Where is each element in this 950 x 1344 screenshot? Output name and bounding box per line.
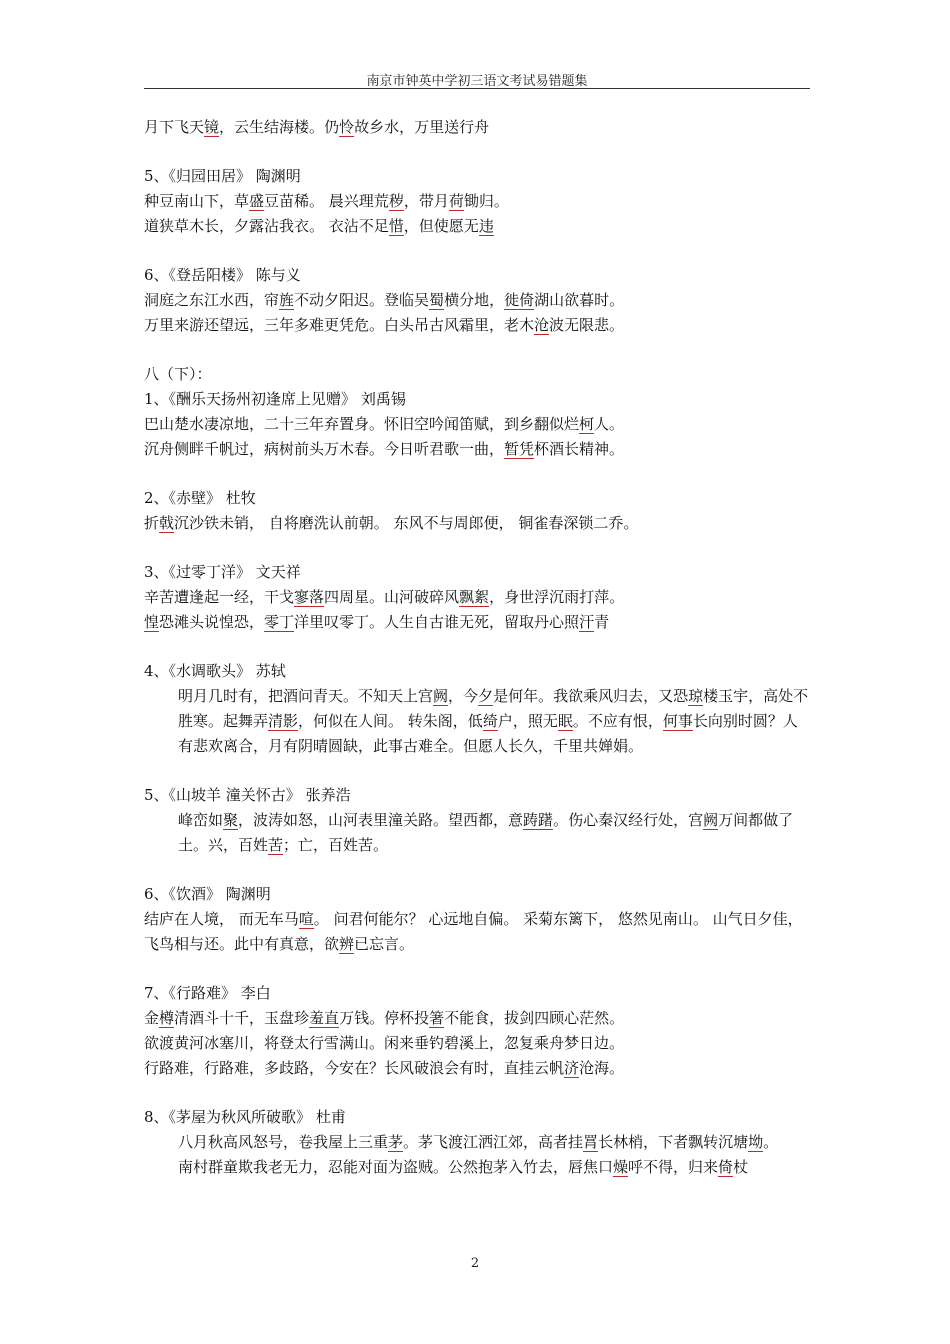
error-underline-text: 琼 — [688, 687, 704, 705]
line-text: 巴山楚水凄凉地，二十三年弃置身。怀旧空吟闻笛赋，到乡翻似烂 — [144, 415, 580, 433]
error-underline-text: 聚 — [223, 811, 239, 829]
poem-heading — [144, 659, 810, 684]
line-text: 5、《山坡羊 潼关怀古》 张养浩 — [144, 786, 351, 804]
line-text: 峰峦如 — [178, 811, 224, 829]
line-text: 3、《过零丁洋》 文天祥 — [144, 563, 301, 581]
error-underline-text: 盛 — [249, 192, 265, 210]
line-text: 呼不得，归来 — [628, 1158, 719, 1176]
error-underline-text: 茅 — [388, 1133, 404, 1151]
error-underline-text: 旌 — [279, 291, 295, 309]
poem-paragraph — [144, 808, 810, 858]
line-text: 。 问君何能尔？ 心远地自偏。 采菊东篱下， 悠然见南山。 山气日夕佳， 飞鸟相与还。此中有真意，欲 — [144, 910, 803, 953]
line-text: 月下飞天 — [144, 118, 205, 136]
error-underline-text: 汗 — [579, 613, 595, 631]
line-text: 楼玉宇，高处不胜寒。起舞弄 — [178, 687, 809, 730]
paragraph-gap — [144, 462, 810, 486]
line-text: ，波涛如怒，山河表里潼关路。望西都，意 — [238, 811, 524, 829]
line-text: 不动夕阳迟。登临吴 — [294, 291, 430, 309]
line-text: 洋里叹零丁。人生自古谁无死，留取丹心照 — [294, 613, 580, 631]
poem-heading — [144, 1105, 810, 1130]
poem-heading — [144, 981, 810, 1006]
line-text: 行路难，行路难，多歧路，今安在？长风破浪会有时，直挂云帆 — [144, 1059, 565, 1077]
line-text: 8、《茅屋为秋风所破歌》 杜甫 — [144, 1108, 346, 1126]
line-text: 八月秋高风怒号，卷我屋上三重 — [178, 1133, 389, 1151]
poem-line — [144, 288, 810, 313]
line-text: 青 — [594, 613, 610, 631]
error-underline-text: 绮 — [482, 712, 498, 730]
error-underline-text: 何事 — [662, 712, 693, 730]
section-heading — [144, 362, 810, 387]
line-text: 沧海。 — [579, 1059, 625, 1077]
line-text: ，今 — [448, 687, 479, 705]
line-text: 长向别时圆？人有悲欢离合，月有阴晴圆缺，此事古难全。但愿人长久，千里共婵娟。 — [178, 712, 798, 755]
line-text: 2、《赤壁》 杜牧 — [144, 489, 256, 507]
paragraph-gap — [144, 140, 810, 164]
poem-line — [144, 437, 810, 462]
paragraph-gap — [144, 635, 810, 659]
line-text: 四周星。山河破碎风 — [324, 588, 460, 606]
poem-line — [144, 1031, 810, 1056]
poem-line — [144, 412, 810, 437]
line-text: ，身世浮沉雨打萍。 — [489, 588, 625, 606]
error-underline-text: 燥 — [613, 1158, 629, 1176]
poem-heading — [144, 882, 810, 907]
error-underline-text: 暂凭 — [504, 440, 535, 458]
poem-paragraph — [144, 684, 810, 759]
poem-line — [144, 313, 810, 338]
line-text: 沉舟侧畔千帆过，病树前头万木春。今日听君歌一曲， — [144, 440, 505, 458]
line-text: 锄归。 — [463, 192, 509, 210]
poem-line — [144, 214, 810, 239]
line-text: 6、《饮酒》 陶渊明 — [144, 885, 271, 903]
error-underline-text: 阙 — [703, 811, 719, 829]
poem-wrap — [144, 907, 810, 957]
error-underline-text: 坳 — [748, 1133, 764, 1151]
error-underline-text: 羞直 — [309, 1009, 340, 1027]
error-underline-text: 违 — [478, 217, 494, 235]
line-text: 沉沙铁未销， 自将磨洗认前朝。 东风不与周郎便， 铜雀春深锁二乔。 — [174, 514, 639, 532]
line-text: ，云生结海楼。仍 — [219, 118, 340, 136]
line-text: 种豆南山下，草 — [144, 192, 250, 210]
error-underline-text: 荷 — [448, 192, 464, 210]
line-text: 八（下）： — [144, 365, 212, 383]
line-text: ；亡，百姓苦。 — [283, 836, 389, 854]
error-underline-text: 夕 — [478, 687, 494, 705]
error-underline-text: 济 — [564, 1059, 580, 1077]
line-text: 。不应有恨， — [572, 712, 663, 730]
line-text: 。 — [763, 1133, 779, 1151]
poem-heading — [144, 387, 810, 412]
line-text: 杖 — [733, 1158, 749, 1176]
poem-line — [144, 1056, 810, 1081]
error-underline-text: 踌躇 — [523, 811, 554, 829]
error-underline-text: 苦 — [268, 836, 284, 854]
poem-line — [144, 610, 810, 635]
poem-heading — [144, 783, 810, 808]
error-underline-text: 罥 — [583, 1133, 599, 1151]
error-underline-text: 喧 — [298, 910, 314, 928]
error-underline-text: 沧 — [534, 316, 550, 334]
error-underline-text: 清影 — [268, 712, 299, 730]
header-divider — [144, 88, 810, 89]
error-underline-text: 蜀 — [429, 291, 445, 309]
error-underline-text: 箸 — [429, 1009, 445, 1027]
error-underline-text: 樽 — [159, 1009, 175, 1027]
line-text: 豆苗稀。 晨兴理荒 — [264, 192, 389, 210]
poem-heading — [144, 263, 810, 288]
error-underline-text: 戟 — [159, 514, 175, 532]
line-text: 折 — [144, 514, 160, 532]
error-underline-text: 怜 — [339, 118, 355, 136]
line-text: 洞庭之东江水西，帘 — [144, 291, 280, 309]
line-text: 恐滩头说惶恐， — [159, 613, 265, 631]
paragraph-gap — [144, 338, 810, 362]
line-text: 人。 — [594, 415, 625, 433]
error-underline-text: 柯 — [579, 415, 595, 433]
line-text: 是何年。我欲乘风归去，又恐 — [493, 687, 689, 705]
line-text: ，带月 — [403, 192, 449, 210]
paragraph-gap — [144, 1081, 810, 1105]
line-text: 已忘言。 — [354, 935, 415, 953]
paragraph-gap — [144, 759, 810, 783]
line-text: ，但使愿无 — [403, 217, 479, 235]
line-text: 万钱。停杯投 — [339, 1009, 430, 1027]
poem-paragraph — [144, 1155, 810, 1180]
line-text: 道狭草木长，夕露沾我衣。 衣沾不足 — [144, 217, 389, 235]
line-text: 明月几时有，把酒问青天。不知天上宫 — [178, 687, 434, 705]
error-underline-text: 徙倚 — [504, 291, 535, 309]
line-text: 欲渡黄河冰塞川，将登太行雪满山。闲来垂钓碧溪上，忽复乘舟梦日边。 — [144, 1034, 625, 1052]
error-underline-text: 飘絮 — [459, 588, 490, 606]
error-underline-text: 辨 — [339, 935, 355, 953]
error-underline-text: 惶 — [144, 613, 160, 631]
line-text: 金 — [144, 1009, 160, 1027]
poem-heading — [144, 560, 810, 585]
error-underline-text: 阙 — [433, 687, 449, 705]
line-text: 南村群童欺我老无力，忍能对面为盗贼。公然抱茅入竹去，唇焦口 — [178, 1158, 614, 1176]
error-underline-text: 镜 — [204, 118, 220, 136]
line-text: 长林梢，下者飘转沉塘 — [598, 1133, 749, 1151]
poem-line — [144, 189, 810, 214]
error-underline-text: 零丁 — [264, 613, 295, 631]
paragraph-gap — [144, 536, 810, 560]
line-text: 故乡水，万里送行舟 — [354, 118, 490, 136]
line-text: 。伤心秦汉经行处，宫 — [553, 811, 704, 829]
poem-heading — [144, 486, 810, 511]
line-text: 。茅飞渡江洒江郊，高者挂 — [403, 1133, 584, 1151]
line-text: 7、《行路难》 李白 — [144, 984, 271, 1002]
line-text: 杯酒长精神。 — [534, 440, 625, 458]
page-header: 南京市钟英中学初三语文考试易错题集 — [366, 74, 588, 89]
poem-line — [144, 511, 810, 536]
document-body — [144, 115, 810, 1180]
line-text: 不能食，拔剑四顾心茫然。 — [444, 1009, 625, 1027]
poem-heading — [144, 164, 810, 189]
line-text: 4、《水调歌头》 苏轼 — [144, 662, 286, 680]
error-underline-text: 惜 — [388, 217, 404, 235]
poem-line — [144, 1006, 810, 1031]
error-underline-text: 寥落 — [294, 588, 325, 606]
poem-line — [144, 585, 810, 610]
line-text: 6、《登岳阳楼》 陈与义 — [144, 266, 301, 284]
paragraph-gap — [144, 858, 810, 882]
line-text: 湖山欲暮时。 — [534, 291, 625, 309]
line-text: 1、《酬乐天扬州初逢席上见赠》 刘禹锡 — [144, 390, 406, 408]
error-underline-text: 秽 — [388, 192, 404, 210]
page-number: 2 — [470, 1256, 480, 1271]
line-text: 辛苦遭逢起一经，干戈 — [144, 588, 295, 606]
line-text: 万间都做了土。兴，百姓 — [178, 811, 794, 854]
line-text: 户，照无 — [497, 712, 558, 730]
line-text: 万里来游还望远，三年多难更凭危。白头吊古风霜里，老木 — [144, 316, 535, 334]
poem-paragraph — [144, 1130, 810, 1155]
line-text: 5、《归园田居》 陶渊明 — [144, 167, 301, 185]
line-text: 波无限悲。 — [549, 316, 625, 334]
line-text: 横分地， — [444, 291, 505, 309]
paragraph-gap — [144, 239, 810, 263]
line-text: 结庐在人境， 而无车马 — [144, 910, 299, 928]
poem-line — [144, 115, 810, 140]
error-underline-text: 倚 — [718, 1158, 734, 1176]
error-underline-text: 眠 — [557, 712, 573, 730]
line-text: ，何似在人间。 转朱阁，低 — [298, 712, 483, 730]
line-text: 清酒斗十千，玉盘珍 — [174, 1009, 310, 1027]
paragraph-gap — [144, 957, 810, 981]
